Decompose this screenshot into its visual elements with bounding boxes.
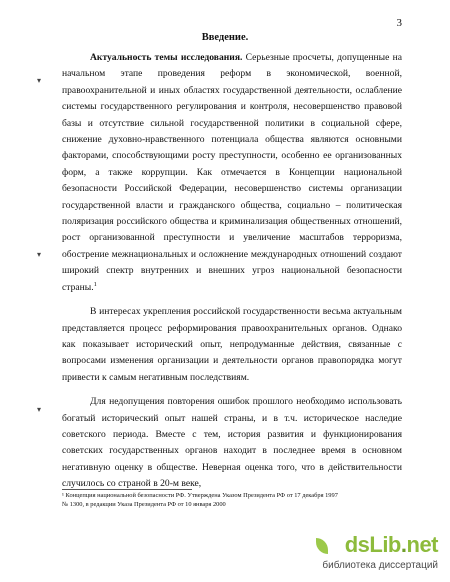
section-heading: Введение. xyxy=(201,32,249,43)
logo-dot: . xyxy=(400,532,407,557)
footnote-divider xyxy=(62,489,192,490)
watermark xyxy=(318,532,438,576)
margin-mark: ▾ xyxy=(37,76,42,85)
paragraph xyxy=(62,50,402,296)
leaf-icon xyxy=(316,538,328,554)
watermark-subtitle: библиотека диссертаций xyxy=(322,560,438,571)
margin-mark: ▾ xyxy=(37,405,42,414)
document-body xyxy=(62,50,402,493)
footnote-line: ¹ Концепция национальной безопасности РФ. Утверждена Указом Президента РФ от 17 декабря 1997 xyxy=(62,492,338,499)
paragraph-text: Серьезные просчеты, допущенные на начальном этапе проведения реформ в экономической, военной, правоохранительной и иных областях государственной деятельности, ослабление системы государственного регулирования и контроля, несовершенство правовой базы и отсутствие сильной государственной политики в социальной сфере, снижение духовно-нравственного потенциала общества являются основными факторами, способствующими росту преступности, особенно ее организованных форм, а также коррупции. Как отмечается в Концепции национальной безопасности Российской Федерации, несовершенство системы организации государственной власти и гражданского общества, социально – политическая поляризация российского общества и криминализация общественных отношений, рост организованной преступности и увеличение масштабов терроризма, обострение межнациональных и осложнение международных отношений создают широкий спектр внутренних и внешних угроз национальной безопасности страны. xyxy=(62,52,402,293)
watermark-logo xyxy=(345,532,438,558)
paragraph-lead: Актуальность темы исследования. xyxy=(90,52,243,63)
logo-main: dsLib xyxy=(344,532,401,557)
footnote-line: № 1300, в редакции Указа Президента РФ от 10 января 2000 xyxy=(62,500,226,508)
footnote-reference: 1 xyxy=(93,280,97,288)
footnote xyxy=(62,492,402,509)
logo-tld: net xyxy=(406,532,438,557)
paragraph: В интересах укрепления российской государственности весьма актуальным представляется процесс реформирования правоохранительных органов. Однако как показывает исторический опыт, непродуманные действия, связанные с вопросами изменения организации и деятельности органов правопорядка могут привести к самым негативным последствиям. xyxy=(62,306,402,383)
page-number: 3 xyxy=(396,17,402,29)
paragraph: Для недопущения повторения ошибок прошлого необходимо использовать богатый исторический опыт нашей страны, и в т.ч. историческое наследие советского периода. Вместе с тем, история развития и функционирования советских государственных органов находит в последнее время в основном негативную оценку в обществе. Неверная оценка того, что в действительности случилось со страной в 20-м веке, xyxy=(62,396,402,490)
margin-mark: ▾ xyxy=(37,250,42,259)
